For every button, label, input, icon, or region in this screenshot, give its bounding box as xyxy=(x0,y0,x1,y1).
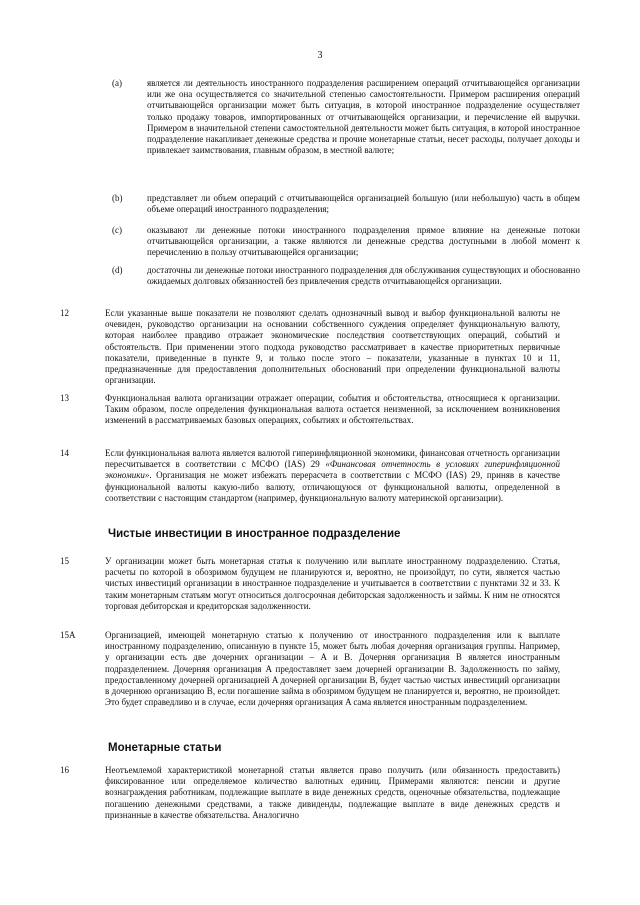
paragraph-12 xyxy=(60,308,560,390)
subitem-a xyxy=(112,78,582,186)
heading-monetary-items: Монетарные статьи xyxy=(108,742,222,754)
heading-net-investment: Чистые инвестиции в иностранное подразделение xyxy=(108,528,401,540)
subitem-text: оказывают ли денежные потоки иностранного подразделения прямое влияние на денежные потоки отчитывающейся организации, а также являются ли денежные средства доступными в любой момент к перечислению в пользу отчитывающейся организации; xyxy=(147,225,580,258)
paragraph-14 xyxy=(60,448,560,518)
subitem-label: (c) xyxy=(112,225,122,235)
subitem-label: (b) xyxy=(112,193,123,203)
page-number: 3 xyxy=(317,50,323,61)
subitem-text: является ли деятельность иностранного подразделения расширением операций отчитывающейся организации или же она осуществляется со значительной степенью самостоятельности. Примером расширения операций отчитывающейся организации может быть ситуация, в которой иностранное подразделение осуществляет только продажу товаров, импортированных от отчитывающейся организации, и перечисление ей выручки. Примером в значительной степени самостоятельной деятельности может быть ситуация, в которой иностранное подразделение накапливает денежные средства и прочие монетарные статьи, несет расходы, получает доходы и привлекает заимствования, главным образом, в местной валюте; xyxy=(147,78,580,156)
text-run: . Организация не может избежать перерасчета в соответствии с МСФО (IAS) 29, приняв в качестве функциональной валюты какую-либо валюту, отличающуюся от функциональной валюты, определенной в соответствии с настоящим стандартом (например, функциональную валюту материнской организации). xyxy=(105,470,560,503)
subitem-d xyxy=(112,265,582,303)
text-run: Если функциональная валюта является валютой гиперинфляционной экономики, финансовая отчетность организации пересчитывается в соответствии с МСФО (IAS) 29 xyxy=(105,448,560,470)
paragraph-15a xyxy=(60,630,560,730)
paragraph-number: 12 xyxy=(60,308,69,318)
paragraph-text xyxy=(105,448,560,504)
paragraph-15 xyxy=(60,556,560,626)
subitem-b xyxy=(112,193,582,219)
paragraph-number: 13 xyxy=(60,393,69,403)
paragraph-text: Неотъемлемой характеристикой монетарной статьи является право получить (или обязанность предоставить) фиксированное или определяемое количество валютных единиц. Примерами являются: пенсии и другие вознаграждения работникам, подлежащие выплате в виде денежных средств, оценочные обязательства, подлежащие погашению денежными средствами, а также дивиденды, подлежащие выплате в виде денежных средств и признанные в качестве обязательства. Аналогично xyxy=(105,765,560,820)
paragraph-text: Организацией, имеющей монетарную статью к получению от иностранного подразделения или к выплате иностранному подразделению, описанную в пункте 15, может быть любая дочерняя организация группы. Например, у организации есть две дочерних организации – A и B. Дочерняя организация B является иностранным подразделением. Дочерняя организация A предоставляет заем дочерней организации B. Задолженность по займу, предоставленному дочерней организацией A дочерней организации B, будет частью чистых инвестиций организации в дочернюю организацию B, если погашение займа в обозримом будущем не планируется и, вероятно, не произойдет. Это будет справедливо и в случае, если дочерняя организация A сама является иностранным подразделением. xyxy=(105,630,560,708)
paragraph-text: У организации может быть монетарная статья к получению или выплате иностранному подразделению. Статья, расчеты по которой в обозримом будущем не планируются и, вероятно, не произойдут, по сути, является частью чистых инвестиций организации в иностранное подразделение и учитывается в соответствии с пунктами 32 и 33. К таким монетарным статьям могут относиться долгосрочная дебиторская задолженность и займы. К ним не относятся торговая дебиторская и кредиторская задолженности. xyxy=(105,556,560,611)
subitem-text: достаточны ли денежные потоки иностранного подразделения для обслуживания существующих и обоснованно ожидаемых долговых обязанностей без привлечения средств отчитывающейся организации. xyxy=(147,265,580,287)
paragraph-number: 14 xyxy=(60,448,69,458)
text-run-italic: «Финансовая отчетность в условиях гиперинфляционной экономики» xyxy=(105,459,560,481)
paragraph-text: Если указанные выше показатели не позволяют сделать однозначный вывод и выбор функциональной валюты не очевиден, руководство организации на основании собственного суждения определяет функциональную валюту, которая наиболее правдиво отражает экономические последствия соответствующих операций, событий и обстоятельств. При применении этого подхода руководство рассматривает в качестве приоритетных первичные показатели, приведенные в пункте 9, и только после этого – показатели, указанные в пунктах 10 и 11, предназначенные для предоставления дополнительных обоснований при определении функциональной валюты организации. xyxy=(105,308,560,386)
subitem-text: представляет ли объем операций с отчитывающейся организацией большую (или небольшую) часть в общем объеме операций иностранного подразделения; xyxy=(147,193,580,215)
subitem-label: (a) xyxy=(112,78,122,88)
paragraph-text: Функциональная валюта организации отражает операции, события и обстоятельства, относящиеся к организации. Таким образом, после определения функциональная валюта остается неизменной, за исключением возникновения изменений в рассматриваемых базовых операциях, событиях и обстоятельствах. xyxy=(105,393,560,426)
paragraph-number: 15 xyxy=(60,556,69,566)
paragraph-13 xyxy=(60,393,560,439)
paragraph-number: 16 xyxy=(60,765,69,775)
paragraph-16 xyxy=(60,765,560,837)
subitem-label: (d) xyxy=(112,265,123,275)
paragraph-number: 15A xyxy=(60,630,76,640)
subitem-c xyxy=(112,225,582,263)
